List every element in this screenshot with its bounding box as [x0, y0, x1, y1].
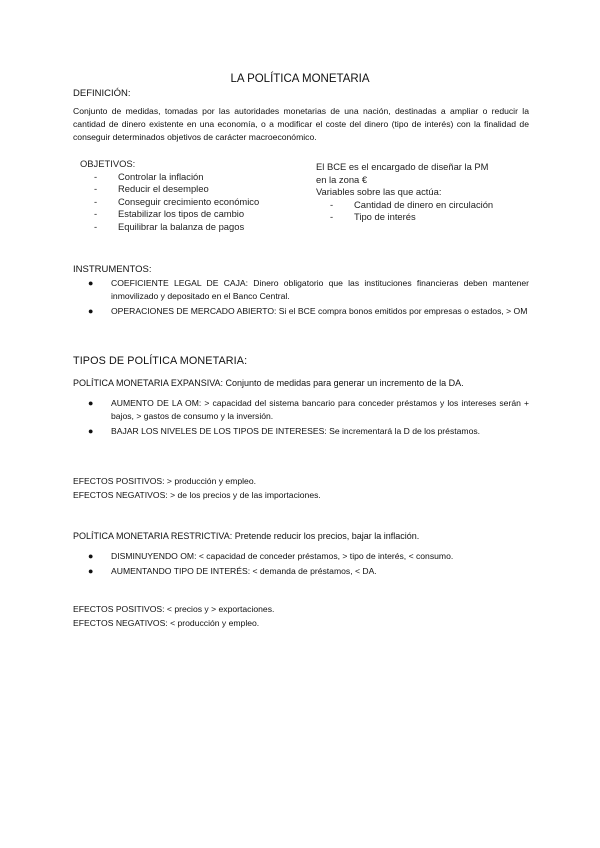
page-title: LA POLÍTICA MONETARIA	[230, 73, 370, 85]
bce-block	[316, 161, 531, 224]
bce-line-3: Variables sobre las que actúa:	[316, 186, 442, 197]
restrictiva-efectos-negativos: EFECTOS NEGATIVOS: < producción y empleo.	[73, 618, 260, 628]
list-item: ● COEFICIENTE LEGAL DE CAJA: Dinero obligatorio que las instituciones financieras deben mantener inmovilizado y depositado en el Banco Central.	[88, 278, 529, 301]
list-item: ● AUMENTANDO TIPO DE INTERÉS: < demanda de préstamos, < DA.	[88, 566, 377, 576]
tipos-heading: TIPOS DE POLÍTICA MONETARIA:	[73, 355, 248, 367]
list-item: - Estabilizar los tipos de cambio	[94, 208, 245, 219]
expansiva-efectos-negativos: EFECTOS NEGATIVOS: > de los precios y de las importaciones.	[73, 490, 321, 500]
list-item: ● OPERACIONES DE MERCADO ABIERTO: Si el BCE compra bonos emitidos por empresas o estados, > OM	[88, 306, 528, 316]
instrumentos-label: INSTRUMENTOS:	[73, 264, 152, 275]
objetivos-block	[80, 158, 295, 233]
expansiva-heading: POLÍTICA MONETARIA EXPANSIVA: Conjunto de medidas para generar un incremento de la DA.	[73, 378, 464, 388]
expansiva-efectos-positivos: EFECTOS POSITIVOS: > producción y empleo.	[73, 476, 257, 486]
bce-line-2: en la zona €	[316, 173, 368, 185]
expansiva-list	[73, 397, 529, 440]
bce-variables-list	[316, 199, 531, 224]
instrumentos-list	[73, 277, 529, 320]
list-item: ● AUMENTO DE LA OM: > capacidad del sistema bancario para conceder préstamos y los intereses serán + bajos, > gastos de consumo y la inversión.	[88, 398, 529, 421]
list-item: - Cantidad de dinero en circulación	[330, 198, 494, 210]
objetivos-list	[80, 171, 295, 234]
bce-line-1: El BCE es el encargado de diseñar la PM	[316, 161, 489, 172]
definicion-text: Conjunto de medidas, tomadas por las autoridades monetarias de una nación, destinadas a ampliar o reducir la cantidad de dinero existente en una economía, o a modificar el coste del dinero (tipo de interés) con la finalidad de conseguir determinados objetivos de carácter macroeconómico.	[73, 106, 529, 142]
list-item: - Controlar la inflación	[94, 170, 204, 182]
list-item: ● DISMINUYENDO OM: < capacidad de conceder préstamos, > tipo de interés, < consumo.	[88, 551, 454, 561]
restrictiva-efectos-positivos: EFECTOS POSITIVOS: < precios y > exportaciones.	[73, 604, 275, 614]
restrictiva-list	[73, 550, 529, 580]
list-item: - Equilibrar la balanza de pagos	[94, 220, 245, 232]
objetivos-heading: OBJETIVOS:	[80, 158, 136, 169]
list-item: - Reducir el desempleo	[94, 183, 209, 194]
list-item: - Tipo de interés	[330, 211, 416, 222]
restrictiva-heading: POLÍTICA MONETARIA RESTRICTIVA: Pretende reducir los precios, bajar la inflación.	[73, 531, 420, 541]
list-item: - Conseguir crecimiento económico	[94, 195, 260, 207]
definicion-label: DEFINICIÓN:	[73, 88, 131, 99]
list-item: ● BAJAR LOS NIVELES DE LOS TIPOS DE INTERESES: Se incrementará la D de los préstamos.	[88, 426, 481, 436]
